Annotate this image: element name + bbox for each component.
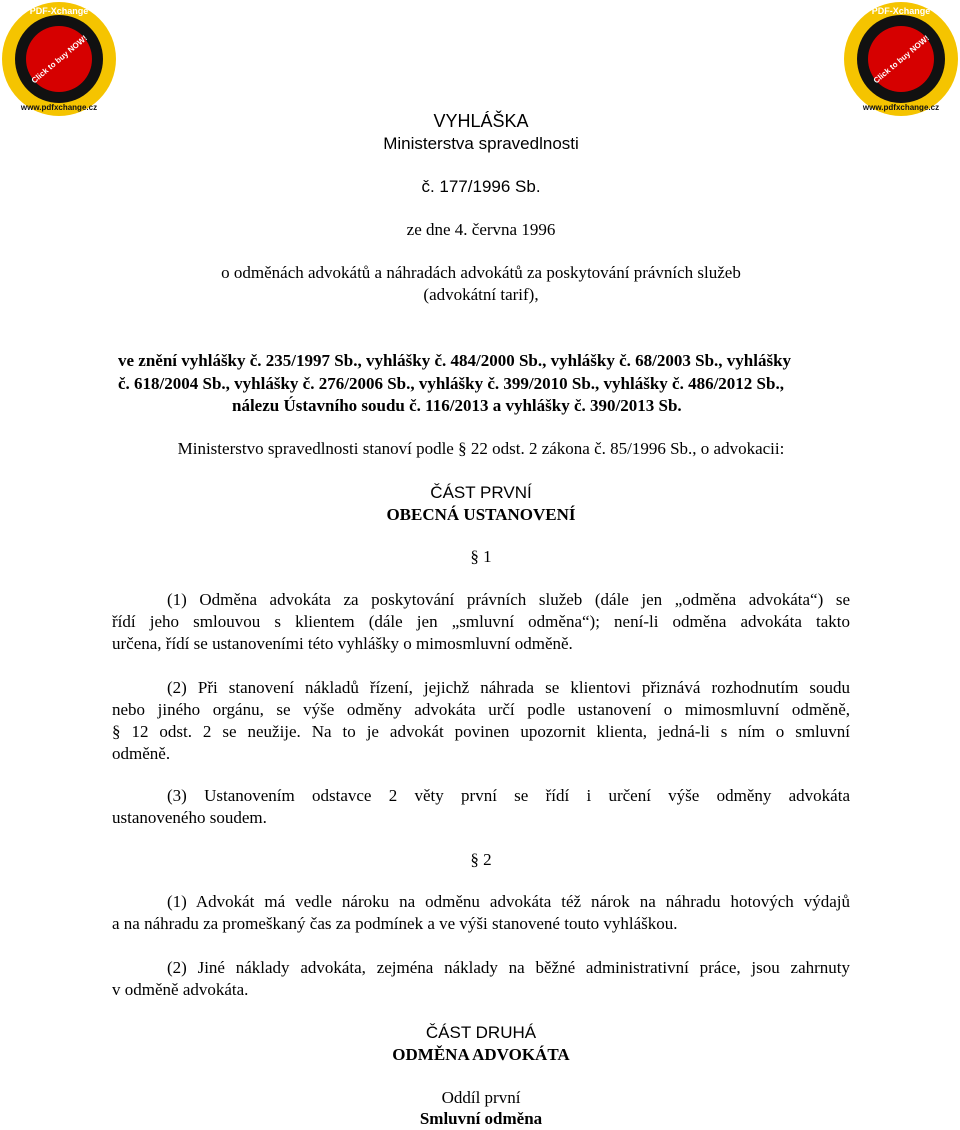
stamp-bottom-text: www.pdfxchange.cz <box>862 103 940 112</box>
part-1-label: ČÁST PRVNÍ <box>430 483 532 502</box>
part-2-title: ODMĚNA ADVOKÁTA <box>392 1045 570 1064</box>
s1-p3-line-1: (3) Ustanovením odstavce 2 věty první se řídí i určení výše odměny advokáta <box>167 786 850 805</box>
stamp-bottom-text: www.pdfxchange.cz <box>20 103 98 112</box>
s1-p2-line-2: nebo jiného orgánu, se výše odměny advokáta určí podle ustanovení o mimosmluvní odměně, <box>112 700 850 719</box>
s1-p1-line-1: (1) Odměna advokáta za poskytování právních služeb (dále jen „odměna advokáta“) se <box>167 590 850 609</box>
s1-p1-line-3: určena, řídí se ustanoveními této vyhlášky o mimosmluvní odměně. <box>112 634 573 653</box>
stamp-center-text: Click to buy NOW! <box>29 33 89 86</box>
subsection-label: Oddíl první <box>441 1088 521 1107</box>
stamp-top-text: PDF-Xchange <box>871 6 931 16</box>
part-2-label: ČÁST DRUHÁ <box>425 1023 537 1042</box>
s2-p2-line-1: (2) Jiné náklady advokáta, zejména náklady na běžné administrativní práce, jsou zahrnuty <box>167 958 850 977</box>
ministry-name: Ministerstva spravedlnosti <box>383 134 579 153</box>
amendments-line-1: ve znění vyhlášky č. 235/1997 Sb., vyhlášky č. 484/2000 Sb., vyhlášky č. 68/2003 Sb., vyhlášky <box>118 351 792 370</box>
amendments-line-3: nálezu Ústavního soudu č. 116/2013 a vyhlášky č. 390/2013 Sb. <box>232 396 682 415</box>
pdfxchange-stamp-left <box>0 0 118 118</box>
section-1-heading: § 1 <box>470 547 492 566</box>
s2-p1-line-2: a na náhradu za promeškaný čas za podmínek a ve výši stanovené touto vyhláškou. <box>112 914 678 933</box>
part-1-title: OBECNÁ USTANOVENÍ <box>386 505 576 524</box>
s1-p1-line-2: řídí jeho smlouvou s klientem (dále jen „smluvní odměna“); není-li odměna advokáta takto <box>112 612 850 631</box>
section-2-heading: § 2 <box>470 850 492 869</box>
s2-p1-line-1: (1) Advokát má vedle nároku na odměnu advokáta též nárok na náhradu hotových výdajů <box>167 892 850 911</box>
subject-line-1: o odměnách advokátů a náhradách advokátů za poskytování právních služeb <box>221 263 741 282</box>
preamble: Ministerstvo spravedlnosti stanoví podle § 22 odst. 2 zákona č. 85/1996 Sb., o advokacii: <box>177 439 785 458</box>
subject-line-2: (advokátní tarif), <box>423 285 539 304</box>
stamp-top-text: PDF-Xchange <box>29 6 89 16</box>
document-number: č. 177/1996 Sb. <box>421 177 541 196</box>
s1-p2-line-1: (2) Při stanovení nákladů řízení, jejichž náhrada se klientovi přiznává rozhodnutím soudu <box>167 678 850 697</box>
s1-p2-line-4: odměně. <box>112 744 171 763</box>
document-title: VYHLÁŠKA <box>433 111 529 131</box>
s2-p2-line-2: v odměně advokáta. <box>112 980 249 999</box>
pdfxchange-stamp-right <box>842 0 960 118</box>
document-date: ze dne 4. června 1996 <box>406 220 556 239</box>
s1-p2-line-3: § 12 odst. 2 se neužije. Na to je advokát povinen upozornit klienta, jedná-li s ním o smluvní <box>112 722 850 741</box>
subsection-title: Smluvní odměna <box>419 1109 543 1128</box>
amendments-line-2: č. 618/2004 Sb., vyhlášky č. 276/2006 Sb., vyhlášky č. 399/2010 Sb., vyhlášky č. 486/2012 Sb., <box>118 374 784 393</box>
stamp-center-text: Click to buy NOW! <box>871 33 931 86</box>
s1-p3-line-2: ustanoveného soudem. <box>112 808 267 827</box>
